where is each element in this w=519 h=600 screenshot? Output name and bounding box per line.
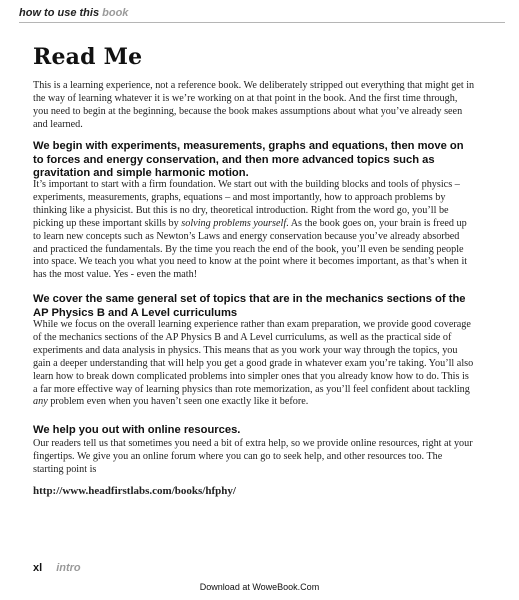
intro-paragraph: This is a learning experience, not a reference book. We deliberately stripped out everything that might get in the way of learning whatever it is we’re working on at that point in the book. And the first time through, you need to begin at the beginning, because the book makes assumptions about what you’ve already seen and learned.: [33, 80, 475, 130]
section-paragraph-online: Our readers tell us that sometimes you need a bit of extra help, so we provide online resources, right at your fingertips. We give you an online forum where you can go to seek help, and other resources too. The starting point is: [33, 438, 473, 475]
section-heading-online: We help you out with online resources.: [33, 424, 241, 436]
running-head-main: how to use this: [19, 7, 100, 19]
running-head-accent: book: [102, 7, 129, 19]
page-footer: [33, 562, 81, 574]
running-head-text: [19, 7, 128, 19]
section-heading-curriculum: We cover the same general set of topics that are in the mechanics sections of the AP Physics B and A Level curriculums: [33, 293, 466, 319]
page-title: Read Me: [33, 44, 143, 70]
chapter-label: intro: [56, 562, 81, 574]
section-paragraph-topics: [33, 179, 475, 282]
section-heading-topics: We begin with experiments, measurements, graphs and equations, then move on to forces and energy conservation, and then more advanced topics such as gravitation and simple harmonic motion.: [33, 140, 464, 179]
resource-url-link[interactable]: http://www.headfirstlabs.com/books/hfphy/: [33, 485, 236, 497]
emphasis-text: any: [33, 396, 48, 408]
emphasis-text: solving problems yourself: [181, 217, 287, 229]
paragraph-text: . As the book goes on, your brain is freed up to learn new concepts such as Newton’s Laws and energy conservation because you’ve already absorbed and practiced the fundamentals. By the time you reach the end of the book, you’ll even be sending people into space. We teach you what you need to know at the point where it becomes important, as that’s when it has the most value. Yes - even the math!: [33, 217, 468, 281]
running-head: [19, 3, 505, 23]
page-number: xl: [33, 562, 43, 574]
paragraph-text: problem even when you haven’t seen one exactly like it before.: [47, 396, 309, 408]
download-note: Download at WoweBook.Com: [199, 582, 320, 592]
section-paragraph-curriculum: [33, 319, 475, 409]
paragraph-text: It’s important to start with a firm foundation. We start out with the building blocks and tools of physics – experiments, measurements, graphs, equations – and most importantly, how to approach problems by thinking like a physicist. But this is no dry, theoretical introduction. Right from the word go, you’ll be picking up these important skills by: [33, 179, 460, 229]
paragraph-text: While we focus on the overall learning experience rather than exam preparation, we provide good coverage of the mechanics sections of the AP Physics B and A Level curriculums, as well as the practical side of experiments and data analysis in physics. This means that as you work your way through the topics, you gain a deeper understanding that will help you get a good grade in whatever exam you’re taking. You’ll also learn how to break down complicated problems into simpler ones that you already know how to do. This is a far more effective way of learning physics than rote memorization, as you’ll feel confident about tackling: [33, 319, 474, 395]
header-rule: [19, 22, 505, 23]
